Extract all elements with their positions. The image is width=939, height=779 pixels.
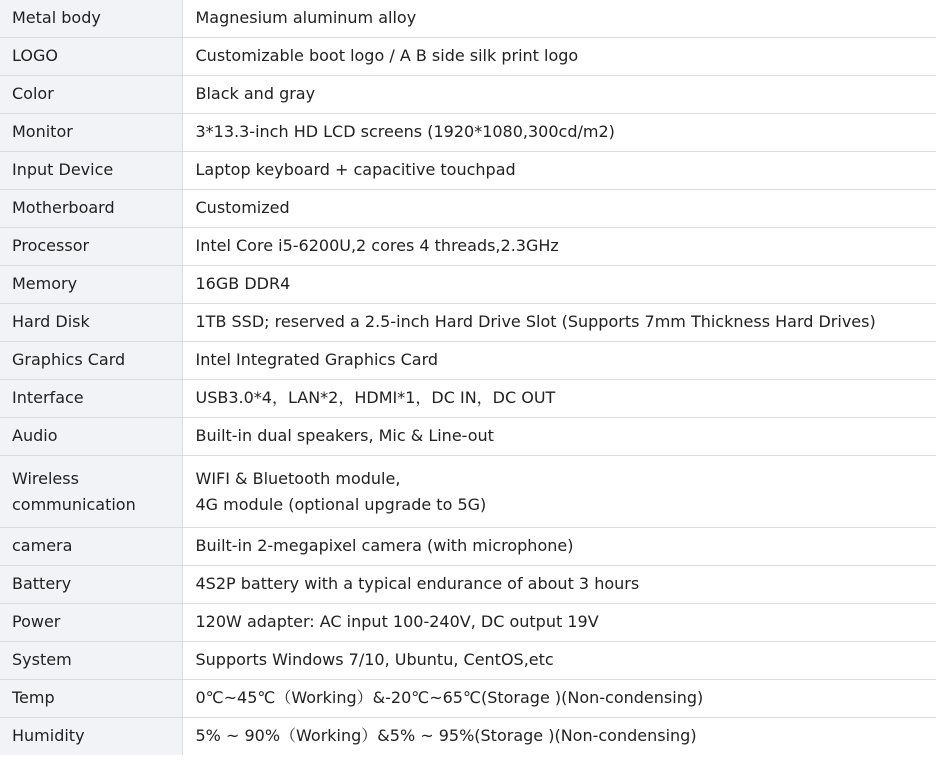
table-row: [0, 76, 936, 114]
table-row: [0, 152, 936, 190]
spec-label: Battery: [0, 566, 182, 604]
table-row: [0, 456, 936, 528]
spec-label: Monitor: [0, 114, 182, 152]
table-row: [0, 380, 936, 418]
table-row: [0, 342, 936, 380]
table-row: [0, 0, 936, 38]
table-row: [0, 680, 936, 718]
table-row: [0, 418, 936, 456]
spec-label: Interface: [0, 380, 182, 418]
spec-value: 16GB DDR4: [182, 266, 936, 304]
table-row: [0, 528, 936, 566]
spec-value: USB3.0*4，LAN*2，HDMI*1，DC IN，DC OUT: [182, 380, 936, 418]
spec-value: 1TB SSD; reserved a 2.5-inch Hard Drive Slot (Supports 7mm Thickness Hard Drives): [182, 304, 936, 342]
spec-label: Humidity: [0, 718, 182, 756]
spec-value: Intel Integrated Graphics Card: [182, 342, 936, 380]
spec-label: Power: [0, 604, 182, 642]
spec-label: System: [0, 642, 182, 680]
spec-value: Magnesium aluminum alloy: [182, 0, 936, 38]
table-row: [0, 114, 936, 152]
spec-value: Black and gray: [182, 76, 936, 114]
spec-label: Metal body: [0, 0, 182, 38]
spec-label: camera: [0, 528, 182, 566]
table-row: [0, 642, 936, 680]
table-row: [0, 566, 936, 604]
spec-value: Customized: [182, 190, 936, 228]
spec-label: Hard Disk: [0, 304, 182, 342]
spec-label: LOGO: [0, 38, 182, 76]
spec-value: Built-in 2-megapixel camera (with microphone): [182, 528, 936, 566]
spec-value-line: 4G module (optional upgrade to 5G): [195, 495, 487, 514]
table-row: [0, 266, 936, 304]
spec-value: Laptop keyboard + capacitive touchpad: [182, 152, 936, 190]
table-row: [0, 718, 936, 756]
spec-value: Customizable boot logo / A B side silk print logo: [182, 38, 936, 76]
spec-label: Wireless communication: [0, 456, 182, 528]
spec-label: Color: [0, 76, 182, 114]
table-row: [0, 38, 936, 76]
spec-value: 120W adapter: AC input 100-240V, DC output 19V: [182, 604, 936, 642]
table-row: [0, 228, 936, 266]
table-row: [0, 304, 936, 342]
spec-value: 5% ~ 90%（Working）&5% ~ 95%(Storage )(Non-condensing): [195, 726, 697, 745]
spec-value: 4S2P battery with a typical endurance of about 3 hours: [182, 566, 936, 604]
table-row: [0, 190, 936, 228]
spec-value: Built-in dual speakers, Mic & Line-out: [182, 418, 936, 456]
spec-value: Supports Windows 7/10, Ubuntu, CentOS,etc: [182, 642, 936, 680]
spec-value: 3*13.3-inch HD LCD screens (1920*1080,300cd/m2): [182, 114, 936, 152]
spec-value: 0℃~45℃（Working）&-20℃~65℃(Storage )(Non-condensing): [182, 680, 936, 718]
spec-label: Audio: [0, 418, 182, 456]
spec-label: Input Device: [0, 152, 182, 190]
spec-label: Graphics Card: [0, 342, 182, 380]
table-row: [0, 604, 936, 642]
spec-value-line: WIFI & Bluetooth module,: [195, 469, 401, 488]
spec-value: Intel Core i5-6200U,2 cores 4 threads,2.3GHz: [182, 228, 936, 266]
spec-label: Temp: [0, 680, 182, 718]
spec-value: [182, 456, 936, 528]
spec-label: Motherboard: [0, 190, 182, 228]
spec-label: Processor: [0, 228, 182, 266]
spec-label: Memory: [0, 266, 182, 304]
